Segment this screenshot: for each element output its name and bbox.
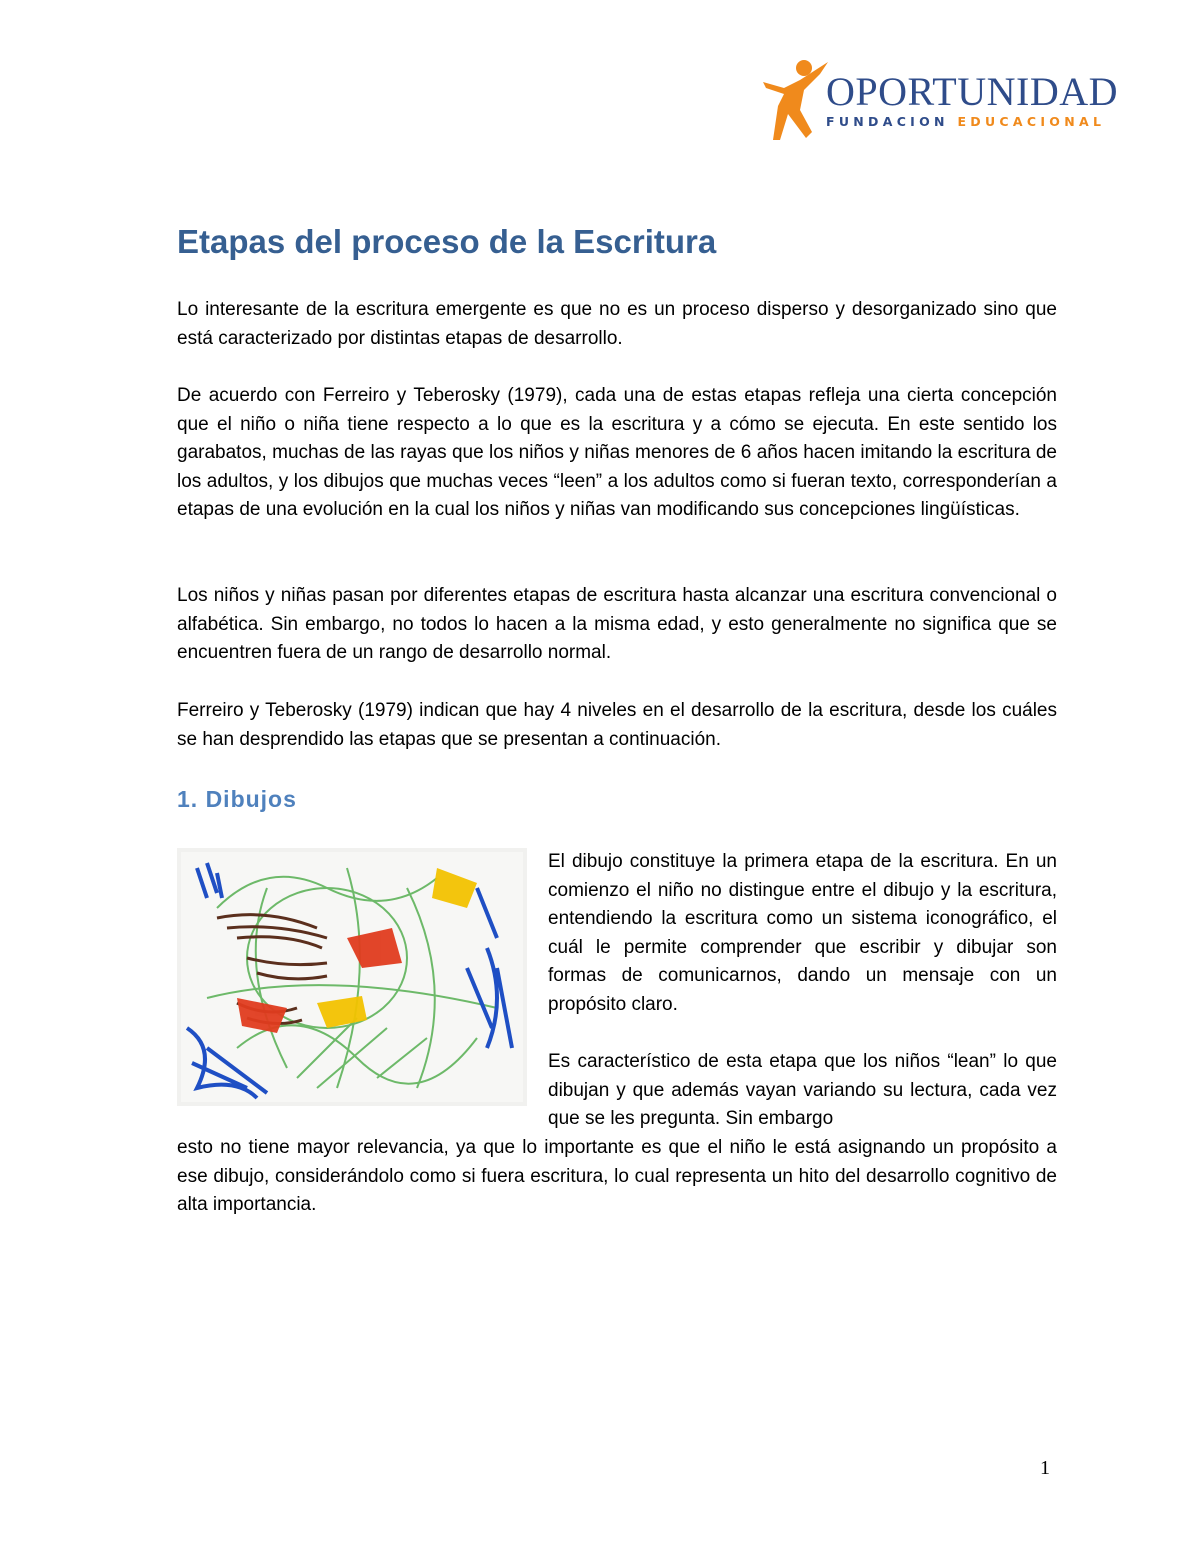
intro-paragraph: Lo interesante de la escritura emergente es que no es un proceso disperso y desorganizado sino que está caracterizado por distintas etapas de desarrollo. bbox=[177, 299, 1057, 349]
paragraph-stages: Los niños y niñas pasan por diferentes etapas de escritura hasta alcanzar una escritura convencional o alfabética. Sin embargo, no todos lo hacen a la misma edad, y esto generalmente no significa que se encuentren fuera de un rango de desarrollo normal. bbox=[177, 585, 1057, 664]
drawing-reading-paragraph: Es característico de esta etapa que los niños “lean” lo que dibujan y que además vayan variando su lectura, cada vez que se les pregunta. Sin embargo bbox=[548, 1051, 1057, 1130]
section-heading-dibujos: 1. Dibujos bbox=[177, 786, 297, 812]
logo-wordmark: OPORTUNIDAD bbox=[826, 69, 1118, 114]
logo-subtitle-part2: EDUCACIONAL bbox=[957, 114, 1106, 129]
page-number: 1 bbox=[1040, 1457, 1050, 1479]
running-figure-icon bbox=[760, 58, 830, 143]
drawing-description-paragraph: El dibujo constituye la primera etapa de la escritura. En un comienzo el niño no distingue entre el dibujo y la escritura, entendiendo la escritura como un sistema iconográfico, el cuál le permite comprender que escribir y dibujar son formas de comunicarnos, dando un mensaje con un propósito claro. bbox=[548, 851, 1057, 1015]
foundation-logo bbox=[760, 58, 1118, 143]
child-drawing-image bbox=[177, 848, 527, 1106]
logo-subtitle bbox=[826, 116, 1105, 129]
page-title: Etapas del proceso de la Escritura bbox=[177, 223, 717, 260]
paragraph-ferreiro: De acuerdo con Ferreiro y Teberosky (1979), cada una de estas etapas refleja una cierta concepción que el niño o niña tiene respecto a lo que es la escritura y a cómo se ejecuta. En este sentido los garabatos, muchas de las rayas que los niños y niñas menores de 6 años hacen imitando la escritura de los adultos, y los dibujos que muchas veces “leen” a los adultos como si fueran texto, corresponderían a etapas de una evolución en la cual los niños y niñas van modificando sus concepciones lingüísticas. bbox=[177, 385, 1057, 521]
drawing-reading-continuation: esto no tiene mayor relevancia, ya que lo importante es que el niño le está asignando un propósito a ese dibujo, considerándolo como si fuera escritura, lo cual representa un hito del desarrollo cognitivo de alta importancia. bbox=[177, 1137, 1057, 1216]
logo-subtitle-part1: FUNDACION bbox=[826, 114, 949, 129]
paragraph-levels: Ferreiro y Teberosky (1979) indican que hay 4 niveles en el desarrollo de la escritura, desde los cuáles se han desprendido las etapas que se presentan a continuación. bbox=[177, 700, 1057, 750]
